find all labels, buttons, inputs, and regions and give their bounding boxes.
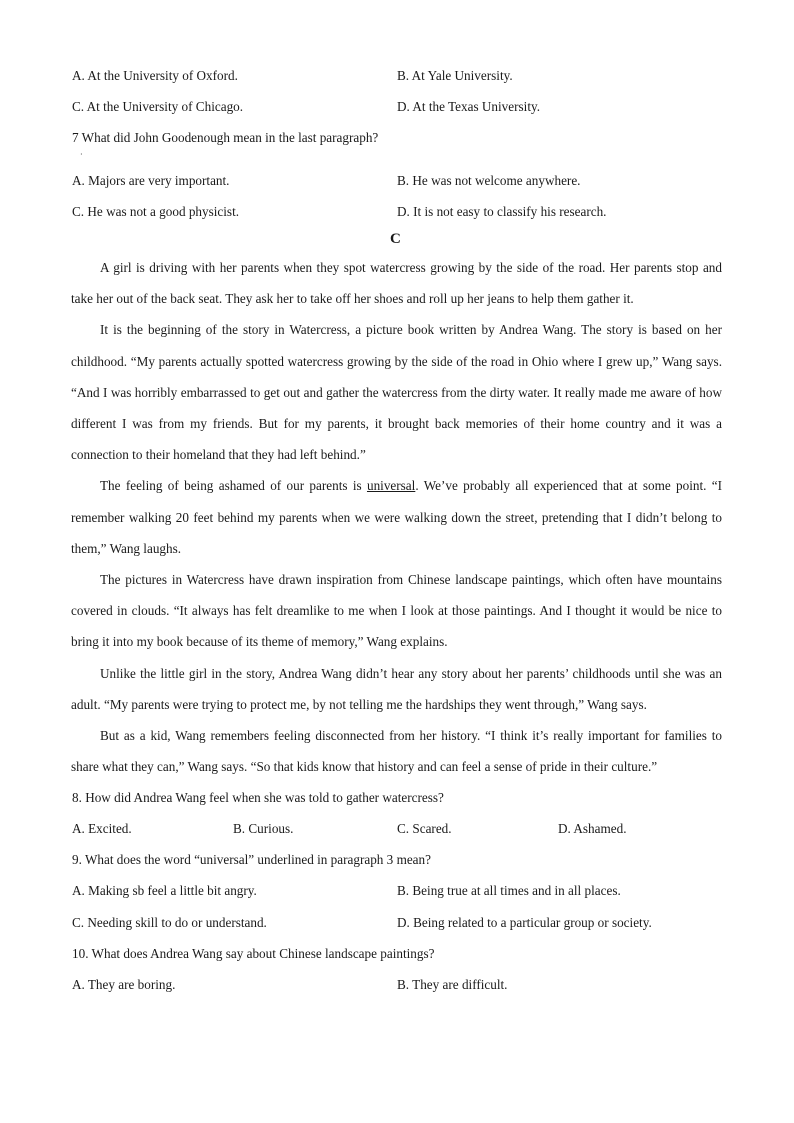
q8-option-a: A. Excited. (72, 821, 132, 836)
q6-option-a: A. At the University of Oxford. (72, 68, 238, 83)
passage-paragraph-4: The pictures in Watercress have drawn inspiration from Chinese landscape paintings, which often have mountains covered in clouds. “It always has felt dreamlike to me when I look at those paintings. And I thought it would be nice to bring it into my book because of its theme of memory,” Wang explains. (71, 572, 722, 650)
q10-option-a: A. They are boring. (72, 977, 176, 992)
q7-option-b: B. He was not welcome anywhere. (397, 173, 581, 188)
q6-option-b: B. At Yale University. (397, 68, 513, 83)
q9-option-a: A. Making sb feel a little bit angry. (72, 883, 257, 898)
p3-text-after: . We’ve probably all experienced that at some point. “I remember walking 20 feet behind my parents when we were walking down the street, pretending that I didn’t belong to them,” Wang laughs. (71, 478, 722, 556)
reading-passage (71, 252, 722, 782)
stray-dot: · (80, 150, 83, 159)
passage-paragraph-2: It is the beginning of the story in Watercress, a picture book written by Andrea Wang. The story is based on her childhood. “My parents actually spotted watercress growing by the side of the road in Ohio where I grew up,” Wang says. “And I was horribly embarrassed to get out and gather the watercress from the dirty water. It really made me aware of how different I was from my friends. But for my parents, it brought back memories of their home country and it was a connection to their homeland that they had left behind.” (71, 322, 722, 463)
q8-option-d: D. Ashamed. (558, 821, 627, 836)
q10-question: 10. What does Andrea Wang say about Chinese landscape paintings? (72, 946, 435, 961)
q7-question: 7 What did John Goodenough mean in the last paragraph? (72, 130, 379, 145)
q9-question: 9. What does the word “universal” underlined in paragraph 3 mean? (72, 852, 431, 867)
section-heading: C (390, 231, 401, 247)
passage-paragraph-5: Unlike the little girl in the story, Andrea Wang didn’t hear any story about her parents’ childhoods until she was an adult. “My parents were trying to protect me, by not telling me the hardships they went through,” Wang says. (71, 665, 722, 712)
q9-option-d: D. Being related to a particular group or society. (397, 915, 652, 930)
q9-option-b: B. Being true at all times and in all places. (397, 883, 621, 898)
passage-paragraph-1: A girl is driving with her parents when they spot watercress growing by the side of the road. Her parents stop and take her out of the back seat. They ask her to take off her shoes and roll up her jeans to help them gather it. (71, 260, 722, 307)
p3-text-before: The feeling of being ashamed of our parents is (100, 478, 367, 494)
q10-option-b: B. They are difficult. (397, 977, 508, 992)
q7-option-a: A. Majors are very important. (72, 173, 230, 188)
q7-option-d: D. It is not easy to classify his research. (397, 204, 607, 219)
q6-option-c: C. At the University of Chicago. (72, 99, 244, 114)
passage-paragraph-3 (71, 470, 722, 564)
passage-paragraph-6: But as a kid, Wang remembers feeling disconnected from her history. “I think it’s really important for families to share what they can,” Wang says. “So that kids know that history and can feel a sense of pride in their culture.” (71, 728, 722, 775)
q6-option-d: D. At the Texas University. (397, 99, 541, 114)
q8-option-b: B. Curious. (233, 821, 294, 836)
q8-option-c: C. Scared. (397, 821, 452, 836)
underlined-word: universal (366, 478, 416, 494)
q9-option-c: C. Needing skill to do or understand. (72, 915, 267, 930)
q8-question: 8. How did Andrea Wang feel when she was told to gather watercress? (72, 790, 444, 805)
q7-option-c: C. He was not a good physicist. (72, 204, 240, 219)
